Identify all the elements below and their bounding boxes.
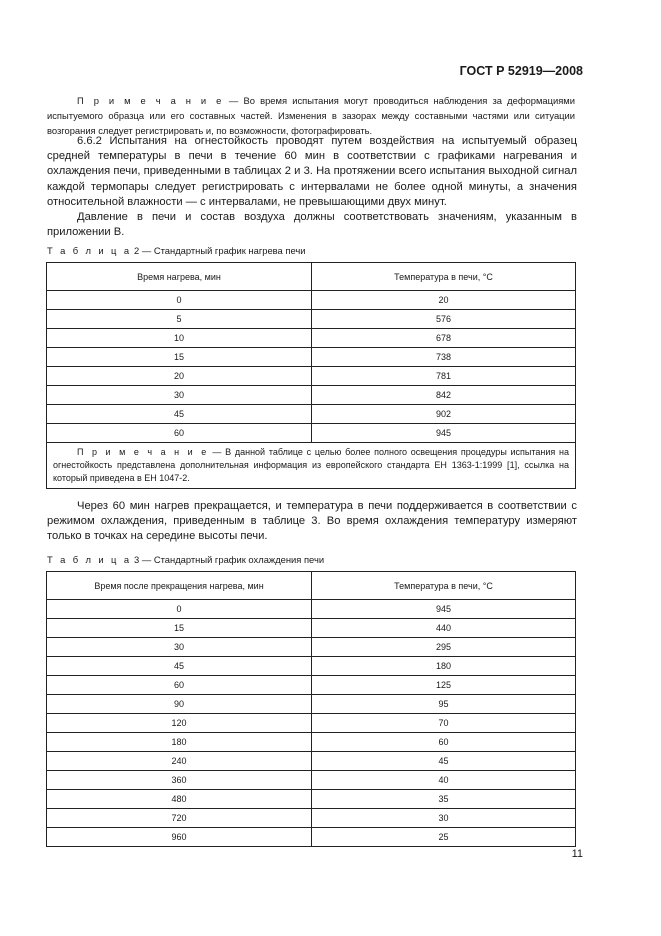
time-cell: 480	[47, 790, 312, 809]
time-cell: 360	[47, 771, 312, 790]
page-number: 11	[571, 848, 583, 860]
table-row	[47, 714, 576, 733]
paragraph-cooling	[47, 499, 577, 545]
table-row	[47, 828, 576, 847]
table-3-header-temp: Температура в печи, °С	[312, 572, 576, 600]
document-header: ГОСТ Р 52919—2008	[459, 64, 583, 78]
time-cell: 10	[47, 329, 312, 348]
table-2-header-time: Время нагрева, мин	[47, 263, 312, 291]
time-cell: 90	[47, 695, 312, 714]
note-1-label: П р и м е ч а н и е	[77, 95, 224, 106]
temperature-cell: 440	[312, 619, 576, 638]
temperature-cell: 576	[312, 310, 576, 329]
temperature-cell: 70	[312, 714, 576, 733]
table-2-caption	[47, 245, 305, 256]
table-row	[47, 771, 576, 790]
table-3-caption	[47, 554, 324, 565]
temperature-cell: 35	[312, 790, 576, 809]
temperature-cell: 781	[312, 367, 576, 386]
table-row	[47, 405, 576, 424]
table-row	[47, 310, 576, 329]
temperature-cell: 842	[312, 386, 576, 405]
temperature-cell: 25	[312, 828, 576, 847]
time-cell: 15	[47, 348, 312, 367]
temperature-cell: 738	[312, 348, 576, 367]
table-2-note	[47, 443, 576, 489]
temperature-cell: 945	[312, 424, 576, 443]
paragraph-cooling-text: Через 60 мин нагрев прекращается, и температура в печи поддерживается в соответствии с режимом охлаждения, приведенным в таблице 3. Во время охлаждения температуру измеряют только в точках на середине высоты печи.	[47, 500, 577, 543]
note-1	[47, 93, 575, 138]
table-row	[47, 676, 576, 695]
table-row	[47, 600, 576, 619]
temperature-cell: 902	[312, 405, 576, 424]
time-cell: 5	[47, 310, 312, 329]
time-cell: 960	[47, 828, 312, 847]
temperature-cell: 60	[312, 733, 576, 752]
note-1-text: — Во время испытания могут проводиться наблюдения за деформациями испытуемого образца или его составных частей. Изменения в зазорах между составными частями или ситуации возгорания следует регистрировать и, по возможности, фотографировать.	[47, 95, 575, 136]
temperature-cell: 180	[312, 657, 576, 676]
table-row	[47, 291, 576, 310]
time-cell: 30	[47, 386, 312, 405]
time-cell: 120	[47, 714, 312, 733]
table-row	[47, 424, 576, 443]
temperature-cell: 45	[312, 752, 576, 771]
time-cell: 720	[47, 809, 312, 828]
temperature-cell: 125	[312, 676, 576, 695]
time-cell: 15	[47, 619, 312, 638]
temperature-cell: 40	[312, 771, 576, 790]
temperature-cell: 20	[312, 291, 576, 310]
time-cell: 20	[47, 367, 312, 386]
table-row	[47, 752, 576, 771]
paragraph-6-6-2	[47, 134, 577, 240]
table-row	[47, 695, 576, 714]
table-row	[47, 386, 576, 405]
table-3-title: 3 — Стандартный график охлаждения печи	[131, 554, 325, 565]
table-row	[47, 367, 576, 386]
time-cell: 240	[47, 752, 312, 771]
table-2-label: Т а б л и ц а	[47, 245, 132, 256]
table-row	[47, 809, 576, 828]
paragraph-6-6-2-text: 6.6.2 Испытания на огнестойкость проводят путем воздействия на испытуемый образец средней температуры в печи в течение 60 мин в соответствии с графиками нагревания и охлаждения печи, приведенными в таблицах 2 и 3. На протяжении всего испытания выходной сигнал каждой термопары следует регистрировать с интервалами не более одной минуты, а значения относительной влажности — с интервалами, не превышающими двух минут.	[47, 135, 577, 208]
temperature-cell: 30	[312, 809, 576, 828]
table-2-header-temp: Температура в печи, °С	[312, 263, 576, 291]
table-3-label: Т а б л и ц а	[47, 554, 132, 565]
time-cell: 60	[47, 424, 312, 443]
table-row	[47, 348, 576, 367]
temperature-cell: 295	[312, 638, 576, 657]
table-3	[46, 571, 576, 847]
time-cell: 180	[47, 733, 312, 752]
temperature-cell: 678	[312, 329, 576, 348]
table-row	[47, 657, 576, 676]
temperature-cell: 945	[312, 600, 576, 619]
time-cell: 0	[47, 600, 312, 619]
table-2-note-label: П р и м е ч а н и е	[77, 447, 209, 457]
table-row	[47, 733, 576, 752]
time-cell: 0	[47, 291, 312, 310]
time-cell: 45	[47, 405, 312, 424]
table-2	[46, 262, 576, 489]
table-row	[47, 638, 576, 657]
temperature-cell: 95	[312, 695, 576, 714]
table-row	[47, 329, 576, 348]
paragraph-pressure-text: Давление в печи и состав воздуха должны соответствовать значениям, указанным в приложении В.	[47, 211, 577, 239]
table-row	[47, 790, 576, 809]
time-cell: 60	[47, 676, 312, 695]
table-2-title: 2 — Стандартный график нагрева печи	[131, 245, 306, 256]
table-row	[47, 619, 576, 638]
table-2-note-text: — В данной таблице с целью более полного освещения процедуры испытания на огнестойкость представлена дополнительная информация из европейского стандарта ЕН 1363-1:1999 [1], ссылка на который приведена в ЕН 1047-2.	[53, 447, 570, 483]
time-cell: 30	[47, 638, 312, 657]
table-3-header-time: Время после прекращения нагрева, мин	[47, 572, 312, 600]
time-cell: 45	[47, 657, 312, 676]
